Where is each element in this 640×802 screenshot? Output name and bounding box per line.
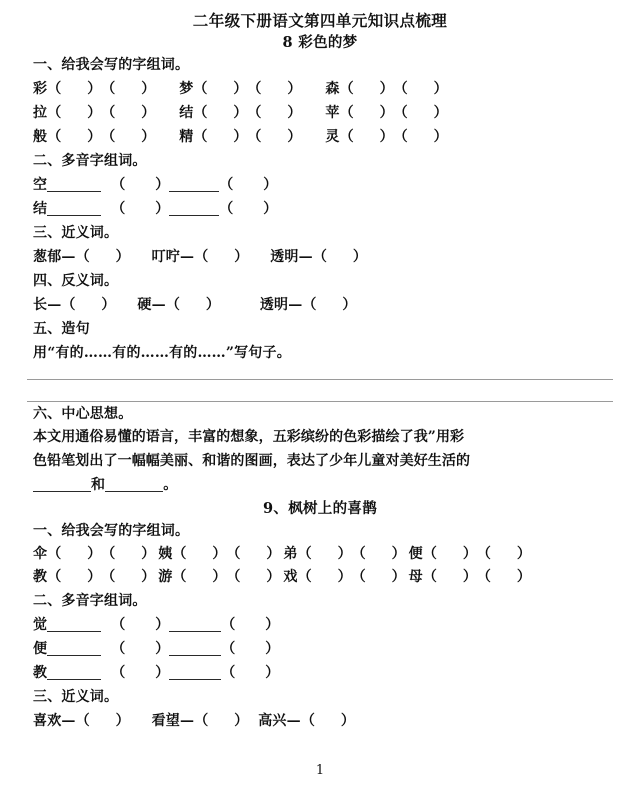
answer-parens[interactable]: （ ） xyxy=(101,546,156,562)
char-group: 伞（ ）（ ） xyxy=(33,543,155,566)
word-pair: 叮咛—（ ） xyxy=(152,245,249,269)
lesson8-section1-heading: 一、给我会写的字组词。 xyxy=(33,57,190,73)
answer-blank[interactable] xyxy=(169,177,219,192)
word-pair: 高兴—（ ） xyxy=(258,709,355,733)
answer-parens[interactable]: （ ） xyxy=(226,569,281,585)
answer-blank[interactable] xyxy=(169,641,221,656)
word-pair: 喜欢—（ ） xyxy=(33,709,130,733)
answer-blank[interactable] xyxy=(169,665,221,680)
lesson8-section2-heading: 二、多音字组词。 xyxy=(33,153,147,169)
lesson8-polyphone-row-1: 空 （ ） （ ） xyxy=(22,173,618,197)
answer-parens[interactable]: （ ） xyxy=(111,665,170,681)
answer-parens[interactable]: （ ） xyxy=(172,546,227,562)
char-group: 游（ ）（ ） xyxy=(158,566,280,589)
answer-parens[interactable]: （ ） xyxy=(165,297,220,313)
char-group: 精（ ）（ ） xyxy=(179,125,301,149)
answer-blank[interactable] xyxy=(47,617,101,632)
answer-parens[interactable]: （ ） xyxy=(219,177,278,193)
lesson9-write-row-1 xyxy=(22,543,618,566)
char-group: 戏（ ）（ ） xyxy=(283,566,405,589)
char-group: 便（ ）（ ） xyxy=(409,543,531,566)
lesson8-section5-heading: 五、造句 xyxy=(33,321,90,337)
answer-parens[interactable]: （ ） xyxy=(247,81,302,97)
answer-parens[interactable]: （ ） xyxy=(75,713,130,729)
answer-parens[interactable]: （ ） xyxy=(339,129,394,145)
answer-parens[interactable]: （ ） xyxy=(194,713,249,729)
lesson9-section3-heading: 三、近义词。 xyxy=(33,689,119,705)
lesson9-section1-heading: 一、给我会写的字组词。 xyxy=(33,523,190,539)
char-group: 般（ ）（ ） xyxy=(33,125,155,149)
lesson-8-title: 8 彩色的梦 xyxy=(282,34,358,51)
lesson9-synonym-row xyxy=(22,709,618,733)
answer-blank[interactable] xyxy=(47,201,101,216)
answer-parens[interactable]: （ ） xyxy=(221,665,280,681)
answer-parens[interactable]: （ ） xyxy=(193,81,248,97)
answer-parens[interactable]: （ ） xyxy=(193,129,248,145)
page-title: 二年级下册语文第四单元知识点梳理 xyxy=(192,11,448,30)
lesson8-synonym-row xyxy=(22,245,618,269)
answer-parens[interactable]: （ ） xyxy=(339,81,394,97)
answer-blank[interactable] xyxy=(105,477,163,492)
char-group: 教（ ）（ ） xyxy=(33,566,155,589)
char-group: 彩（ ）（ ） xyxy=(33,77,155,101)
answer-parens[interactable]: （ ） xyxy=(194,249,249,265)
answer-parens[interactable]: （ ） xyxy=(101,569,156,585)
lesson9-polyphone-row-1: 觉 （ ） （ ） xyxy=(22,613,618,637)
answer-parens[interactable]: （ ） xyxy=(111,177,170,193)
answer-parens[interactable]: （ ） xyxy=(247,105,302,121)
answer-parens[interactable]: （ ） xyxy=(221,641,280,657)
answer-parens[interactable]: （ ） xyxy=(302,297,357,313)
answer-parens[interactable]: （ ） xyxy=(101,129,156,145)
lesson-9-title: 9、枫树上的喜鹊 xyxy=(263,500,377,517)
answer-parens[interactable]: （ ） xyxy=(247,129,302,145)
lesson8-section4-heading: 四、反义词。 xyxy=(33,273,119,289)
char-group: 姨（ ）（ ） xyxy=(158,543,280,566)
char-group: 森（ ）（ ） xyxy=(325,77,447,101)
lesson9-polyphone-row-2: 便 （ ） （ ） xyxy=(22,637,618,661)
answer-parens[interactable]: （ ） xyxy=(172,569,227,585)
word-pair: 透明—（ ） xyxy=(260,293,357,317)
answer-parens[interactable]: （ ） xyxy=(111,641,170,657)
lesson8-polyphone-row-2: 结 （ ） （ ） xyxy=(22,197,618,221)
lesson9-polyphone-row-3: 教 （ ） （ ） xyxy=(22,661,618,685)
answer-parens[interactable]: （ ） xyxy=(221,617,280,633)
page-number: 1 xyxy=(315,763,325,778)
char-group: 灵（ ）（ ） xyxy=(325,125,447,149)
answer-parens[interactable]: （ ） xyxy=(101,81,156,97)
lesson8-section3-heading: 三、近义词。 xyxy=(33,225,119,241)
lesson8-write-row-2 xyxy=(22,101,618,125)
word-pair: 看望—（ ） xyxy=(152,709,249,733)
answer-parens[interactable]: （ ） xyxy=(111,201,170,217)
answer-parens[interactable]: （ ） xyxy=(226,546,281,562)
lesson8-sentence-prompt: 用“有的……有的……有的……”写句子。 xyxy=(33,345,291,361)
answer-parens[interactable]: （ ） xyxy=(47,569,102,585)
answer-parens[interactable]: （ ） xyxy=(61,297,116,313)
answer-blank[interactable] xyxy=(47,177,101,192)
answer-blank[interactable] xyxy=(169,617,221,632)
char-group: 母（ ）（ ） xyxy=(409,566,531,589)
word-pair: 长—（ ） xyxy=(33,293,115,317)
answer-parens[interactable]: （ ） xyxy=(75,249,130,265)
answer-parens[interactable]: （ ） xyxy=(47,546,102,562)
answer-parens[interactable]: （ ） xyxy=(193,105,248,121)
answer-blank[interactable] xyxy=(47,641,101,656)
lesson9-write-row-2 xyxy=(22,566,618,589)
answer-parens[interactable]: （ ） xyxy=(101,105,156,121)
answer-parens[interactable]: （ ） xyxy=(476,569,531,585)
answer-parens[interactable]: （ ） xyxy=(47,81,102,97)
answer-parens[interactable]: （ ） xyxy=(339,105,394,121)
answer-parens[interactable]: （ ） xyxy=(422,546,477,562)
answer-parens[interactable]: （ ） xyxy=(422,569,477,585)
char-group: 拉（ ）（ ） xyxy=(33,101,155,125)
char-group: 结（ ）（ ） xyxy=(179,101,301,125)
answer-parens[interactable]: （ ） xyxy=(393,81,448,97)
answer-parens[interactable]: （ ） xyxy=(111,617,170,633)
answer-blank[interactable] xyxy=(169,201,219,216)
word-pair: 葱郁—（ ） xyxy=(33,245,130,269)
answer-parens[interactable]: （ ） xyxy=(47,105,102,121)
answer-parens[interactable]: （ ） xyxy=(300,713,355,729)
lesson8-main-idea-line2: 色铅笔划出了一幅幅美丽、和谐的图画，表达了少年儿童对美好生活的 xyxy=(33,452,471,469)
answer-parens[interactable]: （ ） xyxy=(312,249,367,265)
lesson8-write-row-3 xyxy=(22,125,618,149)
lesson8-main-idea-blanks: 和 。 xyxy=(22,473,618,497)
char-group: 梦（ ）（ ） xyxy=(179,77,301,101)
word-pair: 透明—（ ） xyxy=(270,245,367,269)
lesson8-section6-heading: 六、中心思想。 xyxy=(33,406,133,422)
lesson8-main-idea-line1: 本文用通俗易懂的语言，丰富的想象，五彩缤纷的色彩描绘了我”用彩 xyxy=(33,429,465,445)
document-header xyxy=(22,10,618,53)
answer-parens[interactable]: （ ） xyxy=(219,201,278,217)
char-group: 弟（ ）（ ） xyxy=(283,543,405,566)
answer-parens[interactable]: （ ） xyxy=(351,569,406,585)
answer-parens[interactable]: （ ） xyxy=(393,129,448,145)
lesson8-write-row-1 xyxy=(22,77,618,101)
lesson8-antonym-row xyxy=(22,293,618,317)
answer-parens[interactable]: （ ） xyxy=(297,569,352,585)
answer-blank[interactable] xyxy=(47,665,101,680)
lesson9-section2-heading: 二、多音字组词。 xyxy=(33,593,147,609)
answer-parens[interactable]: （ ） xyxy=(297,546,352,562)
answer-parens[interactable]: （ ） xyxy=(476,546,531,562)
answer-parens[interactable]: （ ） xyxy=(351,546,406,562)
answer-blank[interactable] xyxy=(33,477,91,492)
char-group: 苹（ ）（ ） xyxy=(325,101,447,125)
answer-parens[interactable]: （ ） xyxy=(47,129,102,145)
answer-parens[interactable]: （ ） xyxy=(393,105,448,121)
word-pair: 硬—（ ） xyxy=(137,293,219,317)
